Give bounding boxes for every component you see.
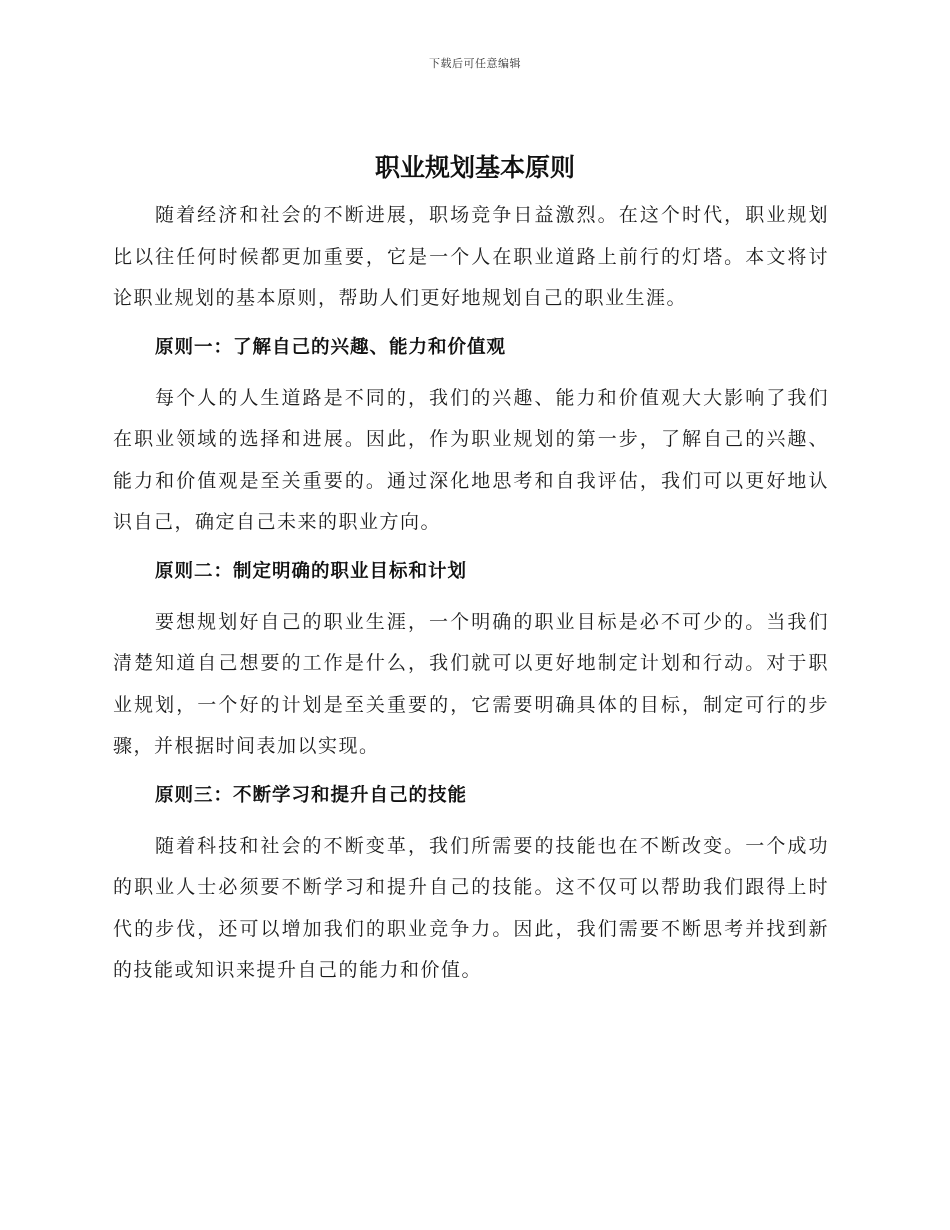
section-principle-1 [113, 332, 829, 544]
document-title: 职业规划基本原则 [374, 153, 575, 182]
section-principle-2 [113, 556, 829, 768]
document-body [113, 195, 829, 992]
section-heading: 原则一：了解自己的兴趣、能力和价值观 [155, 336, 507, 358]
intro-paragraph: 随着经济和社会的不断进展，职场竞争日益激烈。在这个时代，职业规划比以往任何时候都更加重要，它是一个人在职业道路上前行的灯塔。本文将讨论职业规划的基本原则，帮助人们更好地规划自己的职业生涯。 [113, 204, 829, 309]
section-paragraph: 要想规划好自己的职业生涯，一个明确的职业目标是必不可少的。当我们清楚知道自己想要的工作是什么，我们就可以更好地制定计划和行动。对于职业规划，一个好的计划是至关重要的，它需要明确具体的目标，制定可行的步骤，并根据时间表加以实现。 [113, 610, 829, 757]
section-paragraph: 每个人的人生道路是不同的，我们的兴趣、能力和价值观大大影响了我们在职业领域的选择和进展。因此，作为职业规划的第一步，了解自己的兴趣、能力和价值观是至关重要的。通过深化地思考和自我评估，我们可以更好地认识自己，确定自己未来的职业方向。 [113, 386, 829, 533]
section-heading: 原则三：不断学习和提升自己的技能 [155, 784, 468, 806]
section-principle-3 [113, 780, 829, 992]
running-header: 下载后可任意编辑 [429, 57, 521, 70]
section-heading: 原则二：制定明确的职业目标和计划 [155, 560, 468, 582]
section-paragraph: 随着科技和社会的不断变革，我们所需要的技能也在不断改变。一个成功的职业人士必须要不断学习和提升自己的技能。这不仅可以帮助我们跟得上时代的步伐，还可以增加我们的职业竞争力。因此，我们需要不断思考并找到新的技能或知识来提升自己的能力和价值。 [113, 834, 829, 981]
